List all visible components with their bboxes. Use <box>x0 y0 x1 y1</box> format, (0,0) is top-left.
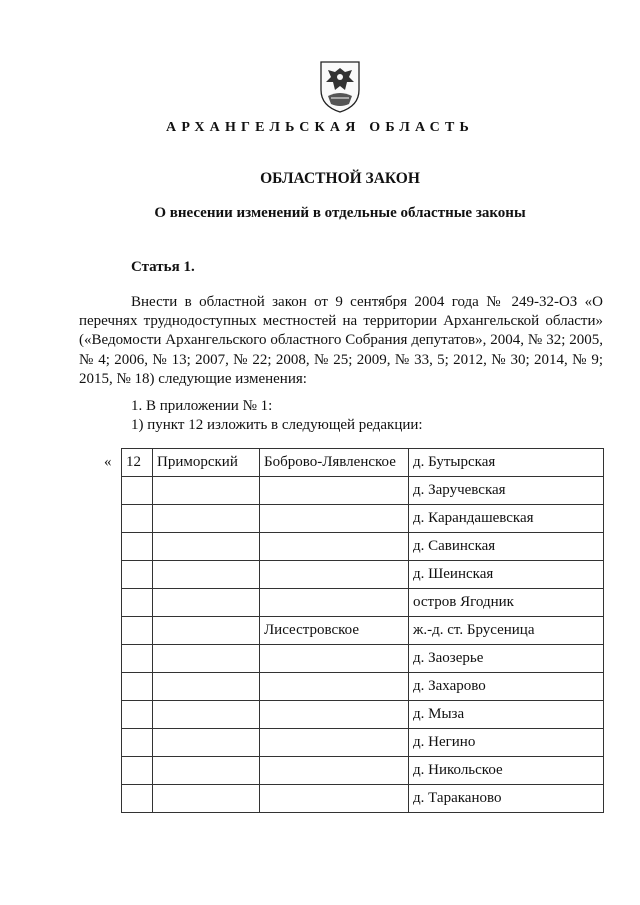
municipality-cell <box>260 701 409 729</box>
municipality-cell <box>260 785 409 813</box>
row-number-cell <box>122 673 153 701</box>
district-cell <box>153 477 260 505</box>
district-cell <box>153 757 260 785</box>
row-number-cell <box>122 617 153 645</box>
table-row <box>122 589 604 617</box>
municipality-cell <box>260 533 409 561</box>
district-cell <box>153 701 260 729</box>
row-number-cell <box>122 477 153 505</box>
article-heading: Статья 1. <box>131 259 195 275</box>
law-type-heading: ОБЛАСТНОЙ ЗАКОН <box>260 170 420 187</box>
settlement-cell: д. Негино <box>409 729 604 757</box>
settlement-cell: д. Бутырская <box>409 449 604 477</box>
row-number-cell <box>122 645 153 673</box>
settlement-cell: ж.-д. ст. Брусеница <box>409 617 604 645</box>
district-cell <box>153 561 260 589</box>
settlement-cell: д. Савинская <box>409 533 604 561</box>
table-row <box>122 645 604 673</box>
municipality-cell <box>260 673 409 701</box>
table-row <box>122 757 604 785</box>
settlement-cell: д. Тараканово <box>409 785 604 813</box>
table-row <box>122 701 604 729</box>
row-number-cell <box>122 757 153 785</box>
table-row <box>122 617 604 645</box>
table-row <box>122 477 604 505</box>
district-cell <box>153 729 260 757</box>
subitem-1: 1) пункт 12 изложить в следующей редакции: <box>131 417 423 433</box>
table-row <box>122 785 604 813</box>
row-number-cell: 12 <box>122 449 153 477</box>
row-number-cell <box>122 533 153 561</box>
settlement-cell: д. Захарово <box>409 673 604 701</box>
municipality-cell <box>260 561 409 589</box>
district-cell: Приморский <box>153 449 260 477</box>
item-1: 1. В приложении № 1: <box>131 398 273 414</box>
settlements-table <box>121 448 604 813</box>
municipality-cell <box>260 645 409 673</box>
table-row <box>122 673 604 701</box>
district-cell <box>153 673 260 701</box>
row-number-cell <box>122 561 153 589</box>
region-heading: АРХАНГЕЛЬСКАЯ ОБЛАСТЬ <box>166 120 474 135</box>
row-number-cell <box>122 505 153 533</box>
municipality-cell <box>260 589 409 617</box>
table-row <box>122 505 604 533</box>
municipality-cell: Лисестровское <box>260 617 409 645</box>
table-row <box>122 561 604 589</box>
settlement-cell: д. Шеинская <box>409 561 604 589</box>
row-number-cell <box>122 589 153 617</box>
settlement-cell: д. Заозерье <box>409 645 604 673</box>
district-cell <box>153 645 260 673</box>
settlement-cell: д. Никольское <box>409 757 604 785</box>
district-cell <box>153 589 260 617</box>
district-cell <box>153 533 260 561</box>
municipality-cell: Боброво-Лявленское <box>260 449 409 477</box>
settlement-cell: остров Ягодник <box>409 589 604 617</box>
settlement-cell: д. Мыза <box>409 701 604 729</box>
table-row <box>122 729 604 757</box>
law-title-heading: О внесении изменений в отдельные областные законы <box>154 205 526 221</box>
municipality-cell <box>260 477 409 505</box>
municipality-cell <box>260 729 409 757</box>
row-number-cell <box>122 701 153 729</box>
row-number-cell <box>122 785 153 813</box>
municipality-cell <box>260 757 409 785</box>
settlement-cell: д. Карандашевская <box>409 505 604 533</box>
intro-paragraph: Внести в областной закон от 9 сентября 2004 года № 249-32-ОЗ «О перечнях труднодоступных местностей на территории Архангельской области» («Ведомости Архангельского областного Собрания депутатов», 2004, № 32; 2005, № 4; 2006, № 13; 2007, № 22; 2008, № 25; 2009, № 33, 5; 2012, № 30; 2014, № 9; 2015, № 18) следующие изменения: <box>79 294 603 387</box>
district-cell <box>153 505 260 533</box>
settlements-table-body <box>122 449 604 813</box>
row-number-cell <box>122 729 153 757</box>
settlement-cell: д. Заручевская <box>409 477 604 505</box>
coat-of-arms-icon <box>319 60 361 114</box>
opening-quote: « <box>104 454 112 470</box>
table-row <box>122 533 604 561</box>
table-row <box>122 449 604 477</box>
municipality-cell <box>260 505 409 533</box>
district-cell <box>153 617 260 645</box>
district-cell <box>153 785 260 813</box>
